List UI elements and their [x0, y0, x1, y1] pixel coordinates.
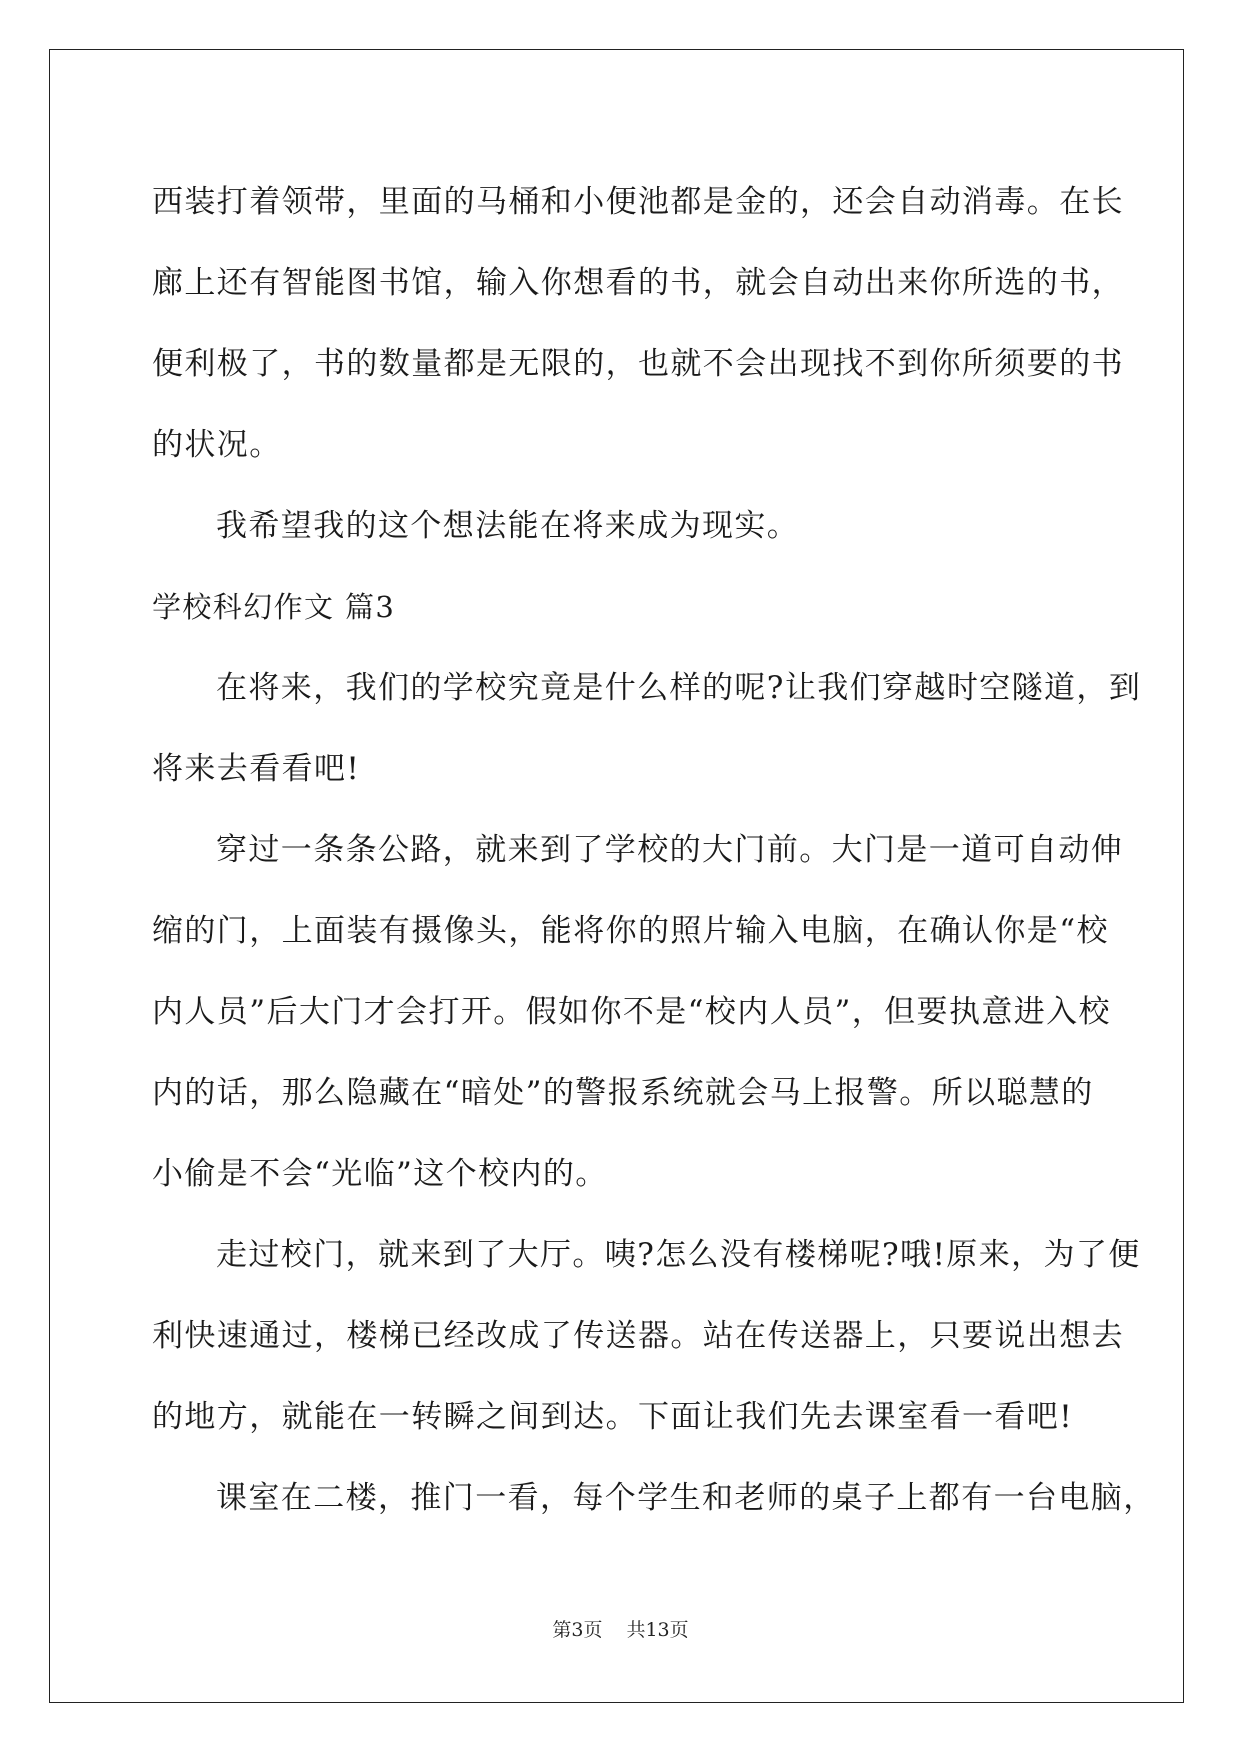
text-line: 利快速通过，楼梯已经改成了传送器。站在传送器上，只要说出想去 [152, 1318, 1124, 1354]
section-heading: 学校科幻作文 篇3 [152, 590, 396, 624]
text-line: 便利极了，书的数量都是无限的，也就不会出现找不到你所须要的书 [152, 346, 1124, 382]
text-line: 西装打着领带，里面的马桶和小便池都是金的，还会自动消毒。在长 [152, 184, 1124, 220]
text-line: 廊上还有智能图书馆，输入你想看的书，就会自动出来你所选的书， [152, 265, 1124, 301]
paragraph-start: 在将来，我们的学校究竟是什么样的呢?让我们穿越时空隧道，到 [216, 670, 1142, 706]
document-body [152, 162, 1156, 1539]
paragraph-start: 走过校门，就来到了大厅。咦?怎么没有楼梯呢?哦!原来，为了便 [216, 1237, 1141, 1273]
text-line: 的地方，就能在一转瞬之间到达。下面让我们先去课室看一看吧! [152, 1399, 1074, 1435]
text-line: 小偷是不会“光临”这个校内的。 [152, 1156, 608, 1192]
text-line: 内人员”后大门才会打开。假如你不是“校内人员”，但要执意进入校 [152, 994, 1111, 1030]
text-line: 将来去看看吧! [152, 751, 361, 787]
text-line: 的状况。 [152, 427, 282, 463]
page-footer [0, 1615, 1241, 1642]
paragraph-start: 穿过一条条公路，就来到了学校的大门前。大门是一道可自动伸 [216, 832, 1124, 868]
paragraph-start: 我希望我的这个想法能在将来成为现实。 [216, 508, 800, 544]
text-line: 内的话，那么隐藏在“暗处”的警报系统就会马上报警。所以聪慧的 [152, 1075, 1094, 1111]
text-line: 缩的门，上面装有摄像头，能将你的照片输入电脑，在确认你是“校 [152, 913, 1109, 949]
paragraph-start: 课室在二楼，推门一看，每个学生和老师的桌子上都有一台电脑， [216, 1480, 1156, 1516]
total-pages: 共13页 [626, 1619, 689, 1641]
page-number: 第3页 [552, 1619, 603, 1641]
